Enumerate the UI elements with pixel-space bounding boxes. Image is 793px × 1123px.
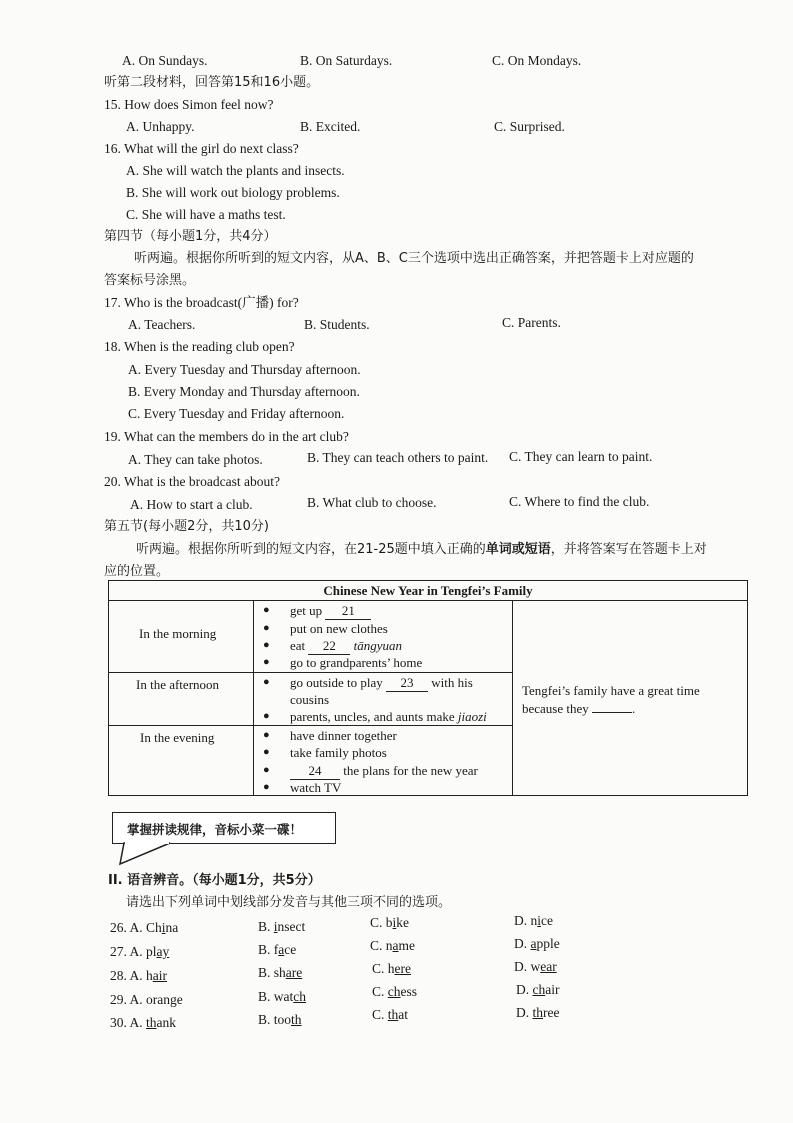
q15-option-b: B. Excited. [300,119,361,134]
q16-option-b: B. She will work out biology problems. [126,185,340,200]
part5-instructions-line1: 听两遍。根据你所听到的短文内容，在21-25题中填入正确的单词或短语，并将答案写在答题卡上对 [136,542,707,557]
section2-instructions: 请选出下列单词中划线部分发音与其他三项不同的选项。 [126,895,452,910]
q14-option-a: A. On Sundays. [122,53,208,68]
blank-21: 21 [325,602,371,620]
row-label-evening: In the evening [140,730,215,745]
q19-stem: 19. What can the members do in the art club? [104,429,349,444]
morning-item-1: ● get up 21 [290,602,371,620]
table-divider [512,600,513,795]
callout-tail [112,842,182,866]
q20-option-b: B. What club to choose. [307,495,437,510]
q18-option-c: C. Every Tuesday and Friday afternoon. [128,406,345,421]
evening-item-1: ● have dinner together [290,727,397,744]
q29-option-a: 29. A. orange [110,992,183,1007]
q28-option-c: C. here [372,961,411,976]
summary-line2: because they . [522,701,636,716]
q17-option-b: B. Students. [304,317,370,332]
q15-option-c: C. Surprised. [494,119,565,134]
summary-line1: Tengfei’s family have a great time [522,683,700,698]
evening-item-3: ● 24 the plans for the new year [290,762,478,780]
q16-option-a: A. She will watch the plants and insects. [126,163,345,178]
q14-option-b: B. On Saturdays. [300,53,393,68]
q30-option-d: D. three [516,1005,560,1020]
blank-22: 22 [308,637,350,655]
morning-item-3: ● eat 22 tāngyuan [290,637,402,655]
q27-option-b: B. face [258,942,297,957]
afternoon-item-2: ● parents, uncles, and aunts make jiaozi [290,708,487,725]
q17-option-a: A. Teachers. [128,317,196,332]
notes-table [108,580,748,796]
morning-item-2: ● put on new clothes [290,620,388,637]
q30-option-b: B. tooth [258,1012,302,1027]
row-label-morning: In the morning [139,626,217,641]
q20-stem: 20. What is the broadcast about? [104,474,280,489]
q27-option-d: D. apple [514,936,560,951]
q18-option-a: A. Every Tuesday and Thursday afternoon. [128,362,361,377]
afternoon-item-1: ● go outside to play 23 with his [290,674,473,692]
q19-option-c: C. They can learn to paint. [509,449,653,464]
q30-option-a: 30. A. thank [110,1015,177,1030]
q15-stem: 15. How does Simon feel now? [104,97,274,112]
part5-instructions-line2: 应的位置。 [104,564,170,579]
q19-option-b: B. They can teach others to paint. [307,450,489,465]
q17-option-c: C. Parents. [502,315,561,330]
evening-item-2: ● take family photos [290,744,387,761]
q27-option-c: C. name [370,938,416,953]
q26-option-b: B. insect [258,919,306,934]
evening-item-4: ● watch TV [290,779,341,796]
part5-heading: 第五节(每小题2分，共10分) [104,519,269,534]
part4-instructions-line2: 答案标号涂黑。 [104,273,196,288]
q29-option-d: D. chair [516,982,560,997]
q28-option-a: 28. A. hair [110,968,168,983]
q28-option-d: D. wear [514,959,557,974]
q17-stem: 17. Who is the broadcast(广播) for? [104,295,299,310]
q18-stem: 18. When is the reading club open? [104,339,295,354]
afternoon-item-1-cont: cousins [290,692,329,707]
q27-option-a: 27. A. play [110,944,170,959]
table-divider [109,725,513,726]
tip-callout-text: 掌握拼读规律，音标小菜一碟！ [127,822,303,837]
blank-24: 24 [290,762,340,780]
table-title: Chinese New Year in Tengfei’s Family [109,581,747,601]
q20-option-a: A. How to start a club. [130,497,253,512]
part4-instructions-line1: 听两遍。根据你所听到的短文内容，从A、B、C三个选项中选出正确答案，并把答题卡上对应题的 [134,251,694,266]
blank-23: 23 [386,674,428,692]
q18-option-b: B. Every Monday and Thursday afternoon. [128,384,360,399]
q15-option-a: A. Unhappy. [126,119,195,134]
q16-stem: 16. What will the girl do next class? [104,141,299,156]
section2-heading: II. 语音辨音。（每小题1分，共5分） [108,873,321,888]
section2-intro: 听第二段材料，回答第15和16小题。 [104,75,320,90]
q26-option-d: D. nice [514,913,553,928]
tip-callout [112,812,336,844]
part4-heading: 第四节（每小题1分，共4分） [104,229,277,244]
table-divider [109,672,513,673]
q20-option-c: C. Where to find the club. [509,494,650,509]
q14-option-c: C. On Mondays. [492,53,582,68]
q29-option-c: C. chess [372,984,418,999]
blank-25 [592,712,632,713]
row-label-afternoon: In the afternoon [136,677,220,692]
q30-option-c: C. that [372,1007,409,1022]
morning-item-4: ● go to grandparents’ home [290,654,422,671]
q19-option-a: A. They can take photos. [128,452,263,467]
table-divider [253,600,254,795]
q26-option-c: C. bike [370,915,410,930]
q26-option-a: 26. A. China [110,920,179,935]
q28-option-b: B. share [258,965,303,980]
q16-option-c: C. She will have a maths test. [126,207,286,222]
q29-option-b: B. watch [258,989,306,1004]
